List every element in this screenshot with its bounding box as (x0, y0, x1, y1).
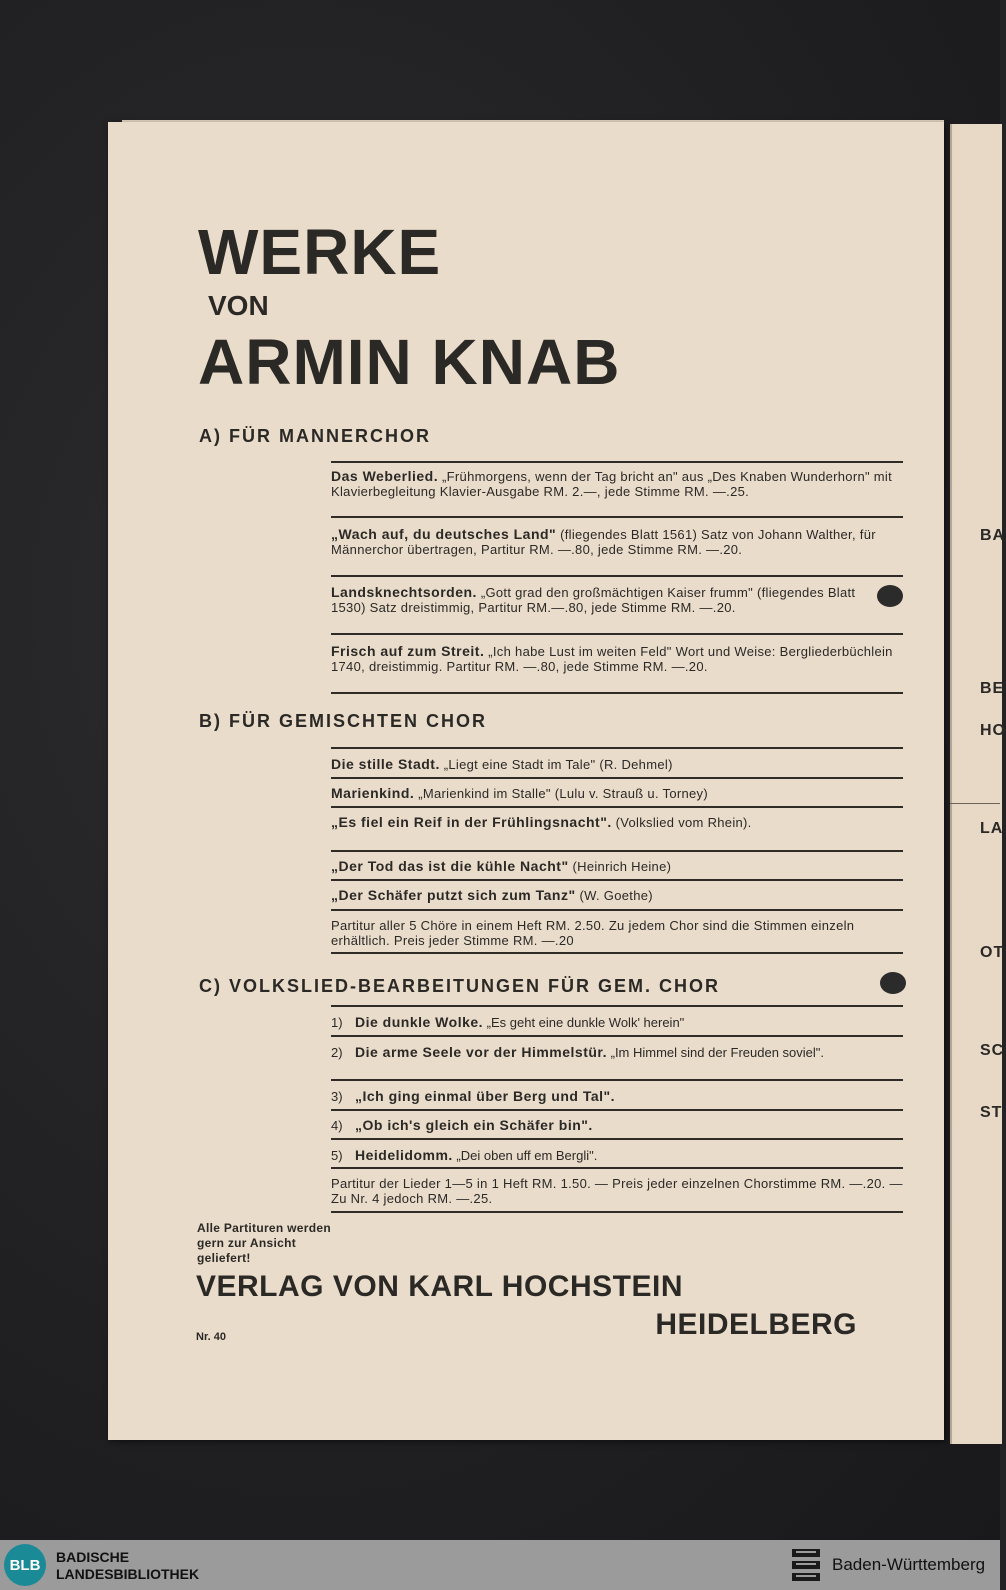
section-c-heading: C) VOLKSLIED-BEARBEITUNGEN FÜR GEM. CHOR (199, 976, 720, 996)
next-page-fragment: SC (980, 1042, 1005, 1059)
footer-bar (0, 1540, 1000, 1590)
section-b-note: Partitur aller 5 Chöre in einem Heft RM. 2.50. Zu jedem Chor sind die Stimmen einzeln erhältlich. Preis jeder Stimme RM. —.20 (331, 918, 855, 948)
rule (331, 1035, 903, 1037)
list-item: 3) „Ich ging einmal über Berg und Tal". (331, 1088, 616, 1104)
next-page-edge (950, 124, 1005, 1444)
rule (331, 1005, 903, 1007)
list-item: Landsknechtsorden. „Gott grad den großmächtigen Kaiser frumm" (fliegendes Blatt 1530) Satz dreistimmig, Partitur RM.—.80, jede Stimme RM. —.20. (331, 584, 856, 615)
publisher-city: HEIDELBERG (655, 1308, 857, 1341)
list-item: „Wach auf, du deutsches Land" (fliegendes Blatt 1561) Satz von Johann Walther, für Männerchor übertragen, Partitur RM. —.80, jede Stimme RM. —.20. (331, 526, 876, 557)
rule (331, 575, 903, 577)
rule (331, 461, 903, 463)
list-item: Das Weberlied. „Frühmorgens, wenn der Tag bricht an" aus „Des Knaben Wunderhorn" mit Klavierbegleitung Klavier-Ausgabe RM. 2.—, jede Stimme RM. —.25. (331, 468, 893, 499)
next-page-fragment: ST (980, 1104, 1003, 1121)
rule (331, 1079, 903, 1081)
list-item: Marienkind. „Marienkind im Stalle" (Lulu v. Strauß u. Torney) (331, 785, 708, 801)
rule (331, 777, 903, 779)
next-page-fragment: HO (980, 722, 1006, 739)
list-item: „Der Schäfer putzt sich zum Tanz" (W. Goethe) (331, 887, 653, 903)
list-item: 4) „Ob ich's gleich ein Schäfer bin". (331, 1117, 593, 1133)
rule (331, 850, 903, 852)
title-composer: ARMIN KNAB (198, 326, 621, 398)
blb-logo[interactable]: BLB (4, 1544, 46, 1586)
rule (331, 879, 903, 881)
rule (331, 909, 903, 911)
list-item: 1) Die dunkle Wolke. „Es geht eine dunkle Wolk' herein" (331, 1014, 685, 1030)
side-note: Alle Partituren werden gern zur Ansicht geliefert! (197, 1221, 331, 1265)
next-page-fragment: OT (980, 944, 1005, 961)
section-b-heading: B) FÜR GEMISCHTEN CHOR (199, 711, 487, 731)
page-number: Nr. 40 (196, 1331, 226, 1343)
list-item: Die stille Stadt. „Liegt eine Stadt im Tale" (R. Dehmel) (331, 756, 673, 772)
punch-hole (877, 585, 903, 607)
next-page-fragment: LA (980, 820, 1004, 837)
next-page-fragment: BE (980, 680, 1005, 697)
publisher-name: VERLAG VON KARL HOCHSTEIN (196, 1270, 683, 1303)
next-page-rule (950, 803, 1000, 804)
list-item: „Es fiel ein Reif in der Frühlingsnacht". (Volkslied vom Rhein). (331, 814, 752, 830)
rule (331, 1167, 903, 1169)
title-werke: WERKE (198, 216, 442, 288)
state-name[interactable]: Baden-Württemberg (832, 1555, 986, 1574)
punch-hole (880, 972, 906, 994)
library-name[interactable]: BADISCHE LANDESBIBLIOTHEK (56, 1549, 200, 1582)
lions-crest-icon (790, 1547, 822, 1583)
list-item: 5) Heidelidomm. „Dei oben uff em Bergli". (331, 1147, 598, 1163)
rule (331, 806, 903, 808)
rule (331, 1109, 903, 1111)
rule (331, 633, 903, 635)
title-von: VON (208, 290, 269, 321)
list-item: 2) Die arme Seele vor der Himmelstür. „Im Himmel sind der Freuden soviel". (331, 1044, 825, 1060)
rule (331, 1211, 903, 1213)
section-a-heading: A) FÜR MANNERCHOR (199, 426, 431, 446)
rule (331, 952, 903, 954)
rule (331, 692, 903, 694)
rule (331, 516, 903, 518)
rule (331, 1138, 903, 1140)
list-item: Frisch auf zum Streit. „Ich habe Lust im weiten Feld" Wort und Weise: Bergliederbüchlein 1740, dreistimmig. Partitur RM. —.80, jede Stimme RM. —.20. (331, 643, 893, 674)
section-c-note: Partitur der Lieder 1—5 in 1 Heft RM. 1.50. — Preis jeder einzelnen Chorstimme RM. —.20. — Zu Nr. 4 jedoch RM. —.25. (331, 1176, 903, 1206)
rule (331, 747, 903, 749)
list-item: „Der Tod das ist die kühle Nacht" (Heinrich Heine) (331, 858, 672, 874)
next-page-fragment: BA (980, 527, 1006, 544)
